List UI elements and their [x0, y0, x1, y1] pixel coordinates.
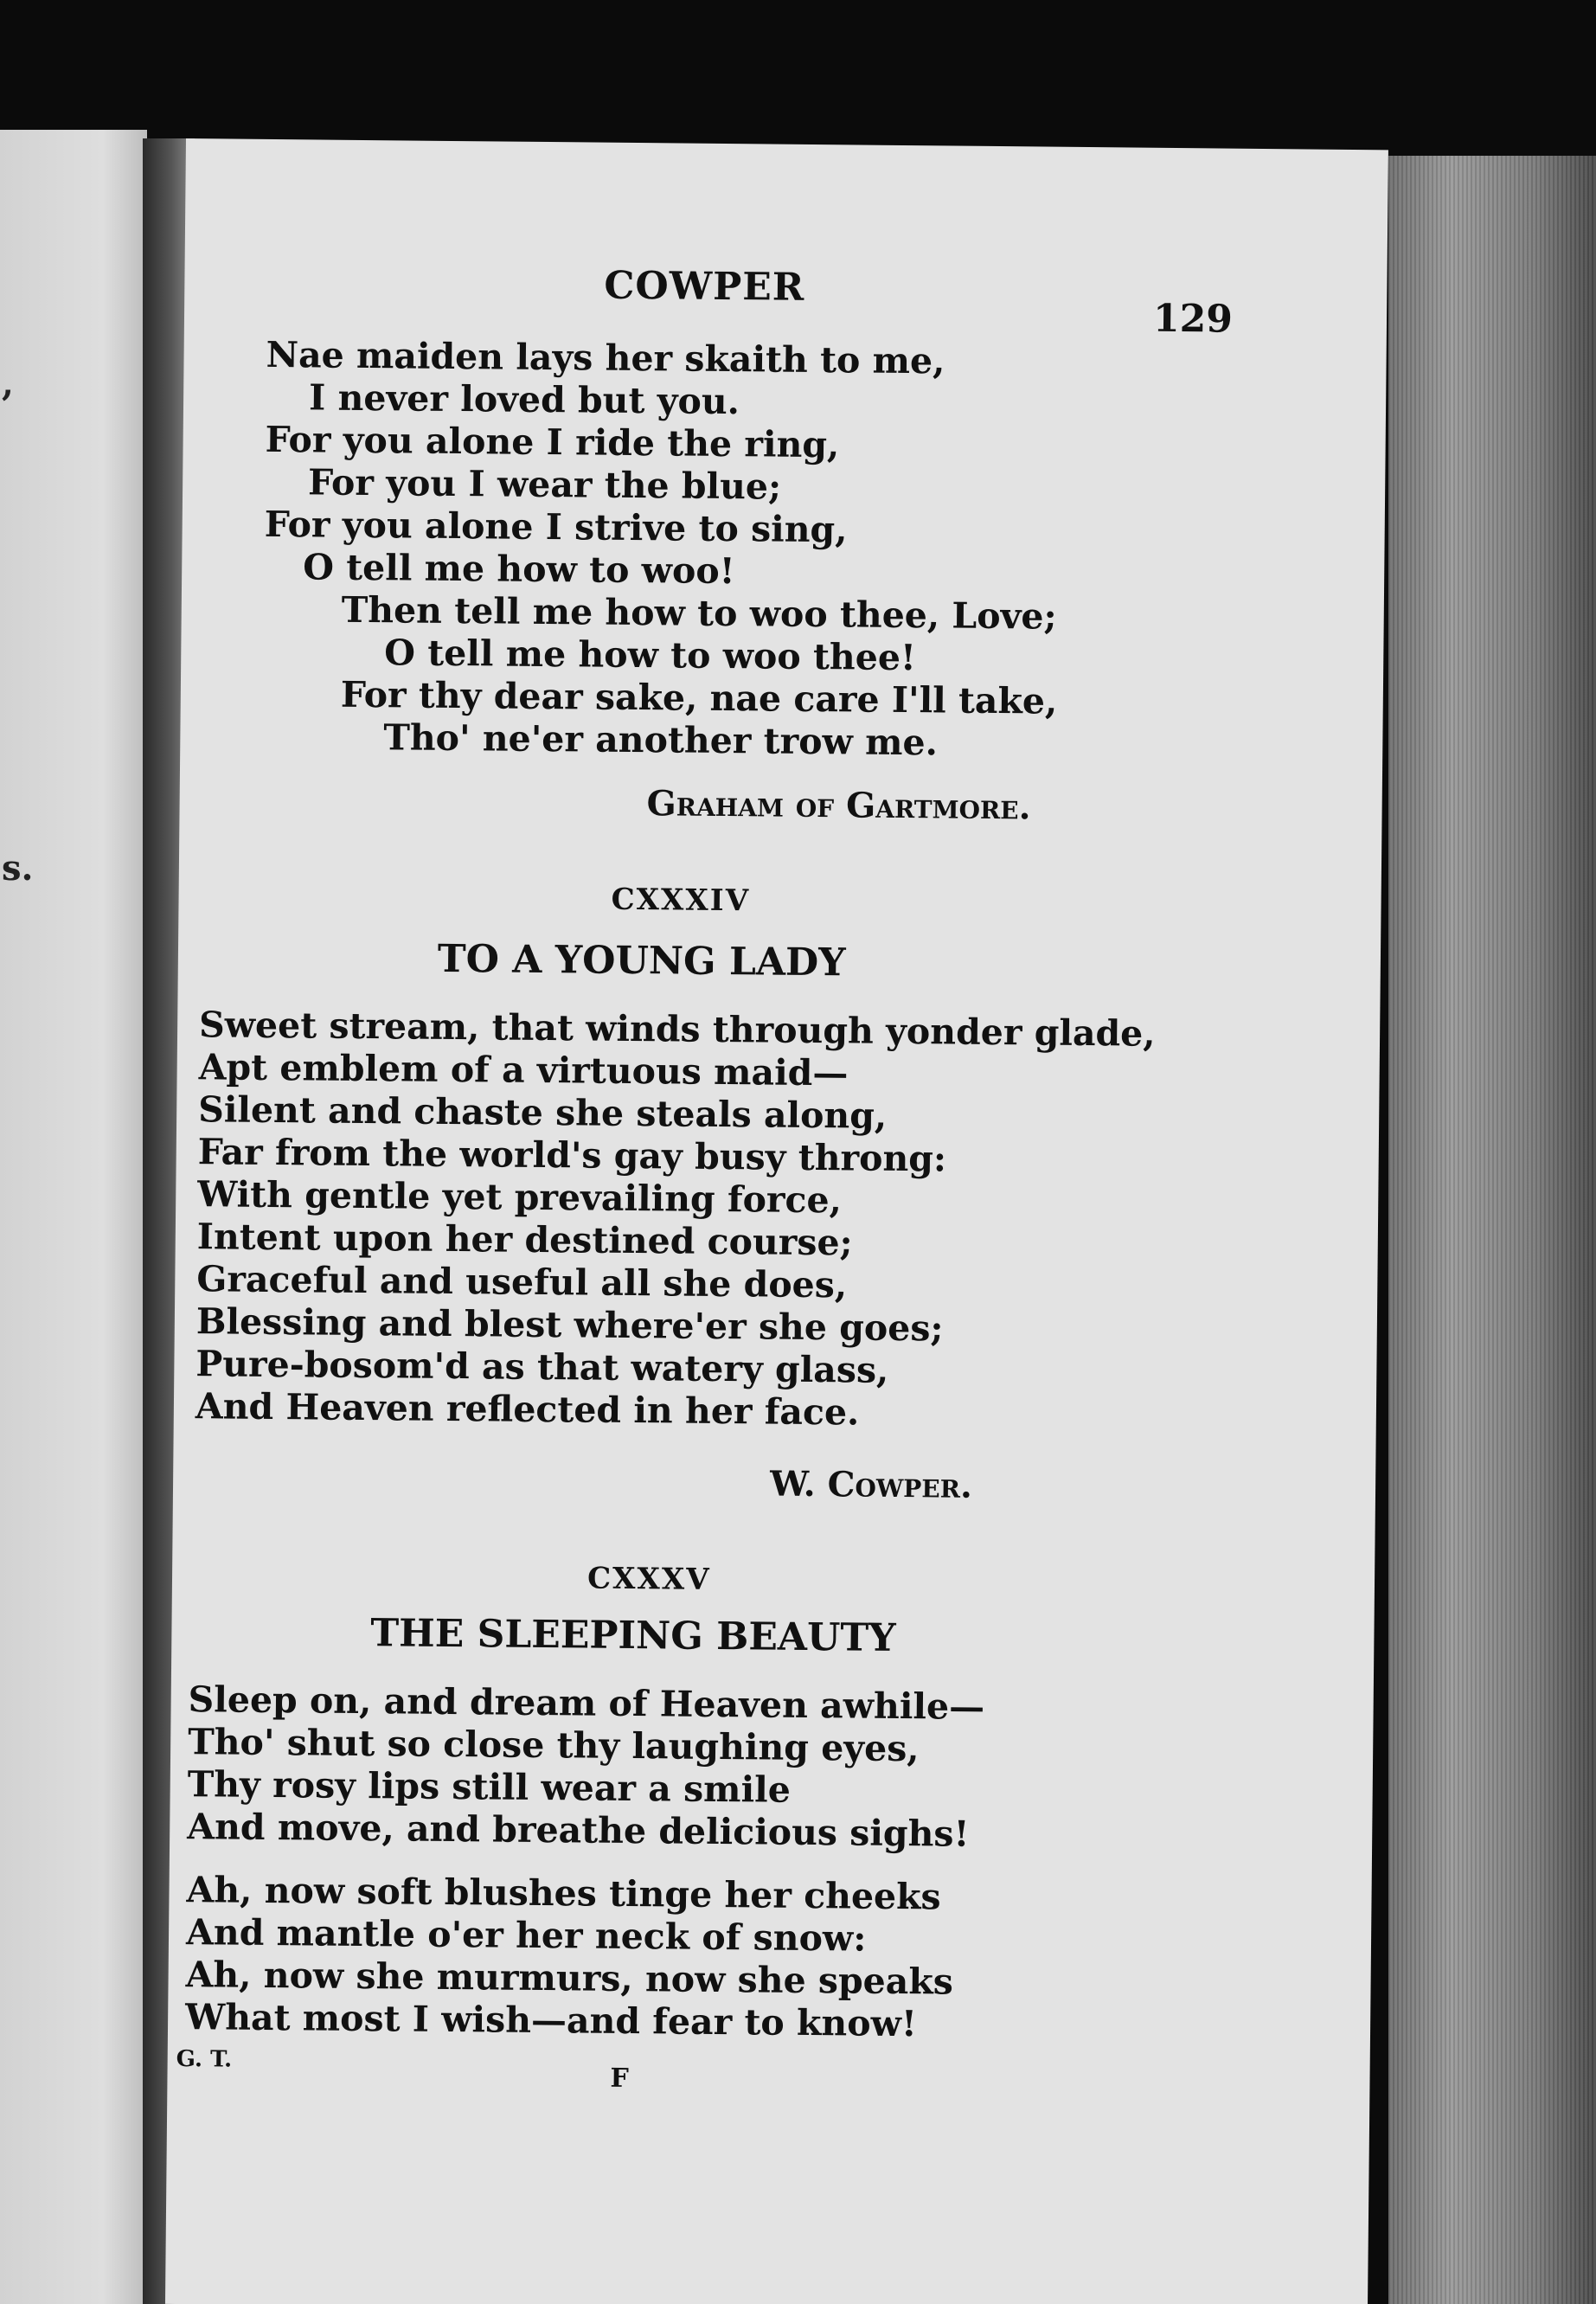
- verse-line: What most I wish—and fear to know!: [184, 1996, 918, 2045]
- poem-fragment-cxxxiii: [262, 334, 1061, 766]
- running-head: COWPER: [604, 263, 805, 310]
- verse-line: Tho' shut so close thy laughing eyes,: [187, 1721, 920, 1770]
- poem-cxxxv-stanza-1: [187, 1678, 984, 1856]
- poem-numeral: CXXXV: [586, 1561, 711, 1597]
- verse-line: For thy dear sake, nae care I'll take,: [340, 673, 1058, 722]
- verse-line: Pure-bosom'd as that watery glass,: [195, 1343, 889, 1391]
- verse-line: Thy rosy lips still wear a smile: [187, 1763, 792, 1811]
- verse-line: Graceful and useful all she does,: [196, 1258, 848, 1306]
- left-page-fragment: s.: [2, 848, 34, 889]
- verse-line: Intent upon her destined course;: [196, 1216, 853, 1264]
- verse-line: Ah, now soft blushes tinge her cheeks: [186, 1869, 941, 1918]
- page-number: 129: [1152, 296, 1234, 342]
- verse-line: Silent and chaste she steals along,: [197, 1088, 888, 1137]
- author-signature: Graham of Gartmore.: [646, 783, 1031, 828]
- poem-title: THE SLEEPING BEAUTY: [370, 1611, 896, 1660]
- verse-line: Then tell me how to woo thee, Love;: [341, 588, 1057, 638]
- verse-line: With gentle yet prevailing force,: [197, 1173, 843, 1222]
- left-page-fragment: ,: [2, 363, 14, 404]
- book-page: [165, 138, 1388, 2304]
- poem-cxxxv-stanza-2: [185, 1869, 954, 2046]
- author-signature: W. Cowper.: [769, 1463, 973, 1506]
- poem-numeral: CXXXIV: [611, 882, 751, 919]
- page-edges: [1388, 156, 1596, 2304]
- verse-line: Far from the world's gay busy throng:: [197, 1131, 947, 1180]
- verse-line: Blessing and blest where'er she goes;: [195, 1300, 944, 1350]
- verse-line: O tell me how to woo!: [303, 546, 735, 593]
- verse-line: Ah, now she murmurs, now she speaks: [185, 1954, 954, 2003]
- poem-cxxxiv-body: [195, 1004, 1156, 1437]
- verse-line: For you I wear the blue;: [307, 461, 782, 508]
- gathering-mark: F: [610, 2063, 629, 2095]
- verse-line: For you alone I strive to sing,: [264, 503, 848, 551]
- verse-line: I never loved but you.: [308, 376, 740, 423]
- poem-title: TO A YOUNG LADY: [437, 936, 846, 985]
- verse-line: And mantle o'er her neck of snow:: [185, 1911, 867, 1960]
- left-page-edge: [0, 130, 147, 2304]
- verse-line: And move, and breathe delicious sighs!: [187, 1806, 970, 1855]
- verse-line: O tell me how to woo thee!: [384, 632, 917, 679]
- verse-line: Nae maiden lays her skaith to me,: [266, 333, 945, 382]
- verse-line: Sleep on, and dream of Heaven awhile—: [188, 1678, 985, 1728]
- verse-line: Sweet stream, that winds through yonder glade,: [198, 1004, 1156, 1055]
- verse-line: Tho' ne'er another trow me.: [383, 716, 939, 764]
- verse-line: And Heaven reflected in her face.: [195, 1385, 860, 1434]
- verse-line: For you alone I ride the ring,: [265, 418, 840, 466]
- printer-signature: G. T.: [176, 2045, 233, 2073]
- verse-line: Apt emblem of a virtuous maid—: [198, 1046, 849, 1094]
